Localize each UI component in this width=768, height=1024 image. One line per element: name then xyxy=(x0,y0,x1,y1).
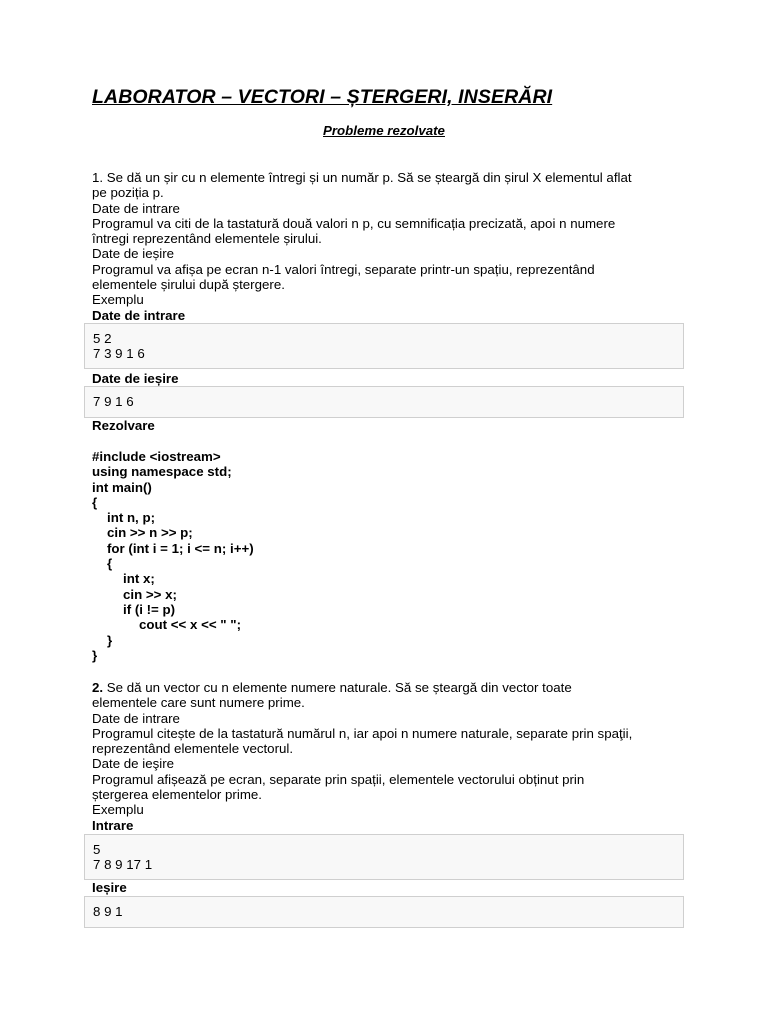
example-output-line: 7 9 1 6 xyxy=(93,394,134,409)
problem-1-example-output-label: Date de ieșire xyxy=(92,371,179,386)
code-line: cin >> x; xyxy=(123,586,177,602)
problem-2-statement-text: Se dă un vector cu n elemente numere naturale. Să se șteargă din vector toate xyxy=(103,680,572,695)
problem-1-example-input-box xyxy=(84,323,684,369)
problem-2-example-input-label: Intrare xyxy=(92,817,134,833)
code-line: #include <iostream> xyxy=(92,449,221,464)
problem-1-statement-line: pe poziția p. xyxy=(92,185,164,201)
code-line: using namespace std; xyxy=(92,464,232,480)
problem-1-text xyxy=(92,170,682,323)
example-output-line: 8 9 1 xyxy=(93,904,123,919)
problem-2-output-line: ștergerea elementelor prime. xyxy=(92,787,262,803)
problem-1-statement-line: 1. Se dă un șir cu n elemente întregi și un număr p. Să se șteargă din șirul X elementul aflat xyxy=(92,170,632,185)
problem-2-input-line: reprezentând elementele vectorul. xyxy=(92,741,294,757)
problem-1-example-output-box xyxy=(84,386,684,418)
code-line: } xyxy=(92,647,98,663)
problem-2-number: 2. xyxy=(92,680,104,695)
problem-1-example-label: Exemplu xyxy=(92,292,144,308)
problem-1-code xyxy=(92,449,254,663)
example-input-line: 5 xyxy=(93,842,101,857)
code-line: { xyxy=(92,494,98,510)
problem-1-input-line: Programul va citi de la tastatură două valori n p, cu semnificația precizată, apoi n numere xyxy=(92,215,616,231)
problem-2-example-input-box xyxy=(84,834,684,880)
problem-1-solution-label: Rezolvare xyxy=(92,418,155,433)
problem-2-example-output-label: Ieșire xyxy=(92,880,127,895)
problem-2-example-label: Exemplu xyxy=(92,802,144,818)
page-title: LABORATOR – VECTORI – ȘTERGERI, INSERĂRI xyxy=(92,86,553,108)
problem-2-statement-line: elementele care sunt numere prime. xyxy=(92,695,305,711)
problem-2-statement-line xyxy=(92,680,682,695)
code-line: cin >> n >> p; xyxy=(107,525,193,541)
example-input-line: 7 8 9 17 1 xyxy=(93,857,153,873)
problem-2-output-line: Programul afișează pe ecran, separate prin spații, elementele vectorului obținut prin xyxy=(92,771,585,787)
problem-2-input-line: Programul citește de la tastatură numărul n, iar apoi n numere naturale, separate prin spaţii, xyxy=(92,725,633,741)
problem-1-example-input-label: Date de intrare xyxy=(92,307,186,323)
problem-1-output-heading: Date de ieșire xyxy=(92,246,175,262)
code-line: int main() xyxy=(92,479,152,495)
problem-2-output-heading: Date de ieşire xyxy=(92,756,175,772)
code-line: int x; xyxy=(123,571,155,587)
problem-1-input-line: întregi reprezentând elementele șirului. xyxy=(92,231,322,247)
problem-1-input-heading: Date de intrare xyxy=(92,200,180,216)
code-line: if (i != p) xyxy=(123,601,176,617)
example-input-line: 5 2 xyxy=(93,331,112,346)
problem-2-example-output-box xyxy=(84,896,684,928)
problem-1-output-line: Programul va afișa pe ecran n-1 valori întregi, separate printr-un spațiu, reprezentând xyxy=(92,261,595,277)
code-line: for (int i = 1; i <= n; i++) xyxy=(107,540,254,556)
page-subtitle: Probleme rezolvate xyxy=(323,123,445,138)
code-line: int n, p; xyxy=(107,510,155,526)
code-line: { xyxy=(107,556,113,572)
problem-2-input-heading: Date de intrare xyxy=(92,710,180,726)
problem-2-text xyxy=(92,680,682,833)
code-line: cout << x << " "; xyxy=(139,617,242,633)
example-input-line: 7 3 9 1 6 xyxy=(93,346,145,362)
problem-1-output-line: elementele șirului după ștergere. xyxy=(92,277,285,293)
code-line: } xyxy=(107,632,113,648)
